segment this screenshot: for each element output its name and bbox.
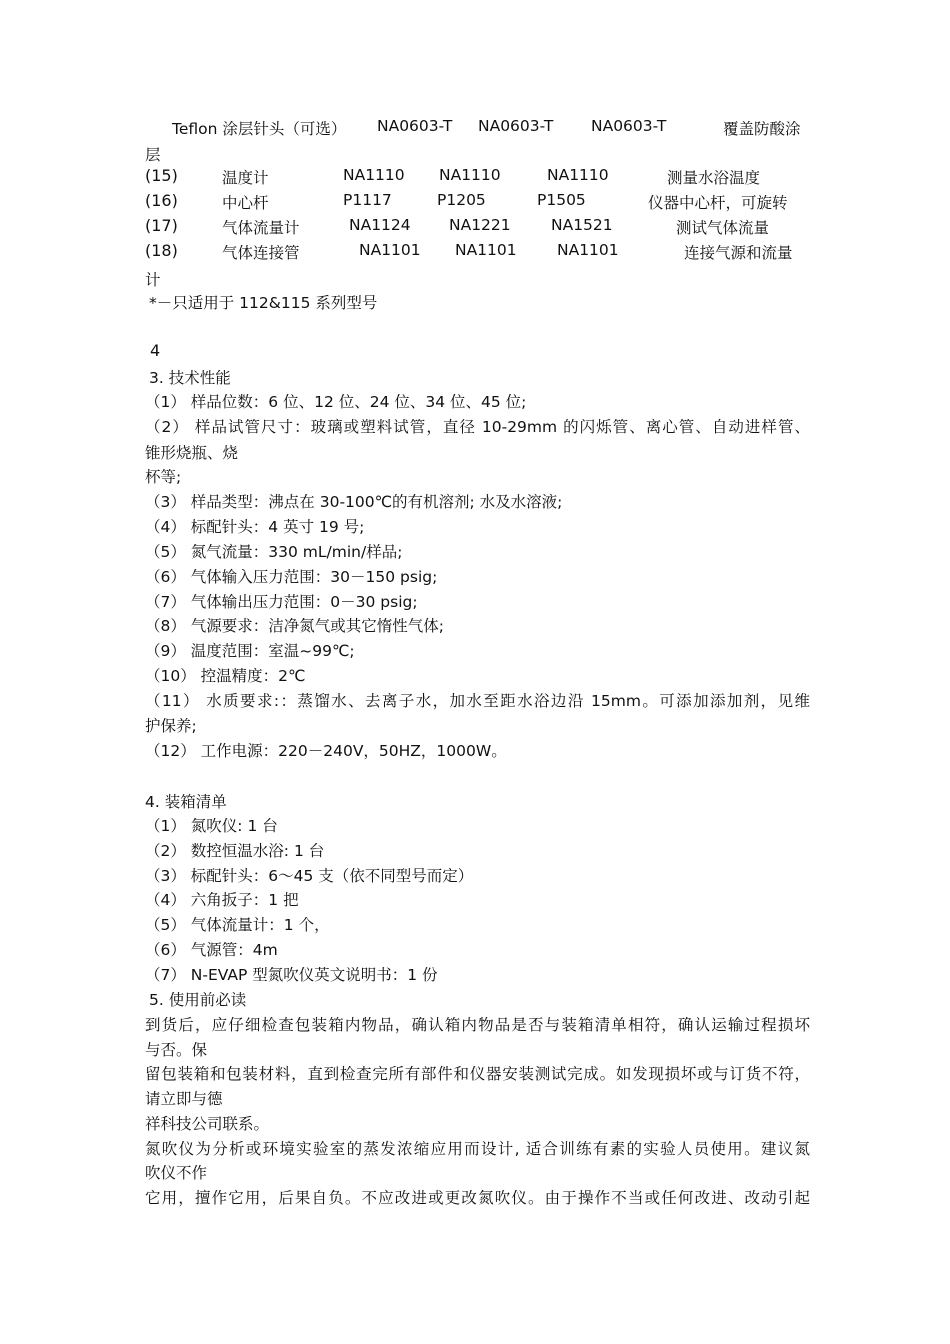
part-description-continued: 计 [145,271,161,289]
paragraph-line: 留包装箱和包装材料，直到检查完所有部件和仪器安装测试完成。如发现损坏或与订货不符， [145,1065,810,1083]
paragraph-line: （3） 样品类型：沸点在 30-100℃的有机溶剂; 水及水溶液; [145,493,563,511]
part-model-3: NA1110 [547,166,609,184]
section-4-title: 4. 装箱清单 [145,793,227,811]
part-model-2: NA1221 [449,216,511,234]
part-name: 气体连接管 [222,244,300,262]
paragraph-line: （11） 水质要求:：蒸馏水、去离子水，加水至距水浴边沿 15mm。可添加添加剂，见维 [145,692,810,710]
part-number: (18) [145,241,178,260]
page-number: 4 [150,341,161,360]
paragraph-line: （12） 工作电源：220－240V，50HZ，1000W。 [145,742,507,760]
part-model-1: NA1101 [359,241,421,259]
paragraph-line: 祥科技公司联系。 [145,1115,270,1133]
list-item: （5） 气体流量计：1 个， [145,916,330,934]
part-description: 测试气体流量 [676,219,770,237]
list-item: （6） 气源管：4m [145,941,278,959]
part-description: 仪器中心杆，可旋转 [648,194,788,212]
paragraph-line: 吹仪不作 [145,1164,208,1182]
paragraph-line: （9） 温度范围：室温~99℃; [145,642,355,660]
paragraph-line: 它用，擅作它用，后果自负。不应改进或更改氮吹仪。由于操作不当或任何改进、改动引起 [145,1189,810,1207]
part-model-2: NA1101 [455,241,517,259]
list-item: （4） 六角扳子：1 把 [145,891,299,909]
part-name: 气体流量计 [222,219,300,237]
paragraph-line: 杯等; [145,468,182,486]
part-model-1: P1117 [343,191,392,209]
part-model-2: NA0603-T [478,117,554,135]
paragraph-line: （8） 气源要求：洁净氮气或其它惰性气体; [145,617,445,635]
paragraph-line: 请立即与德 [145,1090,223,1108]
part-number: (16) [145,191,178,210]
part-name: 温度计 [222,169,269,187]
part-model-1: NA0603-T [377,117,453,135]
part-model-3: P1505 [537,191,586,209]
list-item: （7） N-EVAP 型氮吹仪英文说明书：1 份 [145,966,438,984]
part-model-3: NA1521 [551,216,613,234]
paragraph-line: （5） 氮气流量：330 mL/min/样品; [145,543,403,561]
part-model-3: NA1101 [557,241,619,259]
section-5-title: 5. 使用前必读 [149,991,247,1009]
list-item: （3） 标配针头：6～45 支（依不同型号而定） [145,867,474,885]
part-number: (17) [145,216,178,235]
part-name: 中心杆 [222,194,269,212]
list-item: （2） 数控恒温水浴: 1 台 [145,842,325,860]
paragraph-line: （7） 气体输出压力范围：0－30 psig; [145,593,418,611]
part-number: (15) [145,166,178,185]
footnote: *－只适用于 112&115 系列型号 [149,294,378,312]
paragraph-line: 与否。保 [145,1041,208,1059]
paragraph-line: 氮吹仪为分析或环境实验室的蒸发浓缩应用而设计, 适合训练有素的实验人员使用。建议氮 [145,1140,810,1158]
paragraph-line: （6） 气体输入压力范围：30－150 psig; [145,568,438,586]
part-model-3: NA0603-T [591,117,667,135]
section-3-title: 3. 技术性能 [149,369,231,387]
part-model-2: NA1110 [439,166,501,184]
list-item: （1） 氮吹仪: 1 台 [145,817,278,835]
paragraph-line: 到货后，应仔细检查包装箱内物品，确认箱内物品是否与装箱清单相符，确认运输过程损坏 [145,1016,810,1034]
paragraph-line: （1） 样品位数：6 位、12 位、24 位、34 位、45 位; [145,393,527,411]
part-name: Teflon 涂层针头（可选） [172,120,347,138]
part-model-2: P1205 [437,191,486,209]
part-description: 测量水浴温度 [667,169,761,187]
paragraph-line: 护保养; [145,717,197,735]
part-model-1: NA1124 [349,216,411,234]
part-description-continued: 层 [145,146,161,164]
paragraph-line: （10） 控温精度：2℃ [145,667,306,685]
paragraph-line: 锥形烧瓶、烧 [145,444,239,462]
paragraph-line: （2） 样品试管尺寸：玻璃或塑料试管，直径 10-29mm 的闪烁管、离心管、自动进样管、 [145,418,810,436]
part-description: 覆盖防酸涂 [723,120,801,138]
paragraph-line: （4） 标配针头：4 英寸 19 号; [145,518,365,536]
part-model-1: NA1110 [343,166,405,184]
part-description: 连接气源和流量 [684,244,793,262]
